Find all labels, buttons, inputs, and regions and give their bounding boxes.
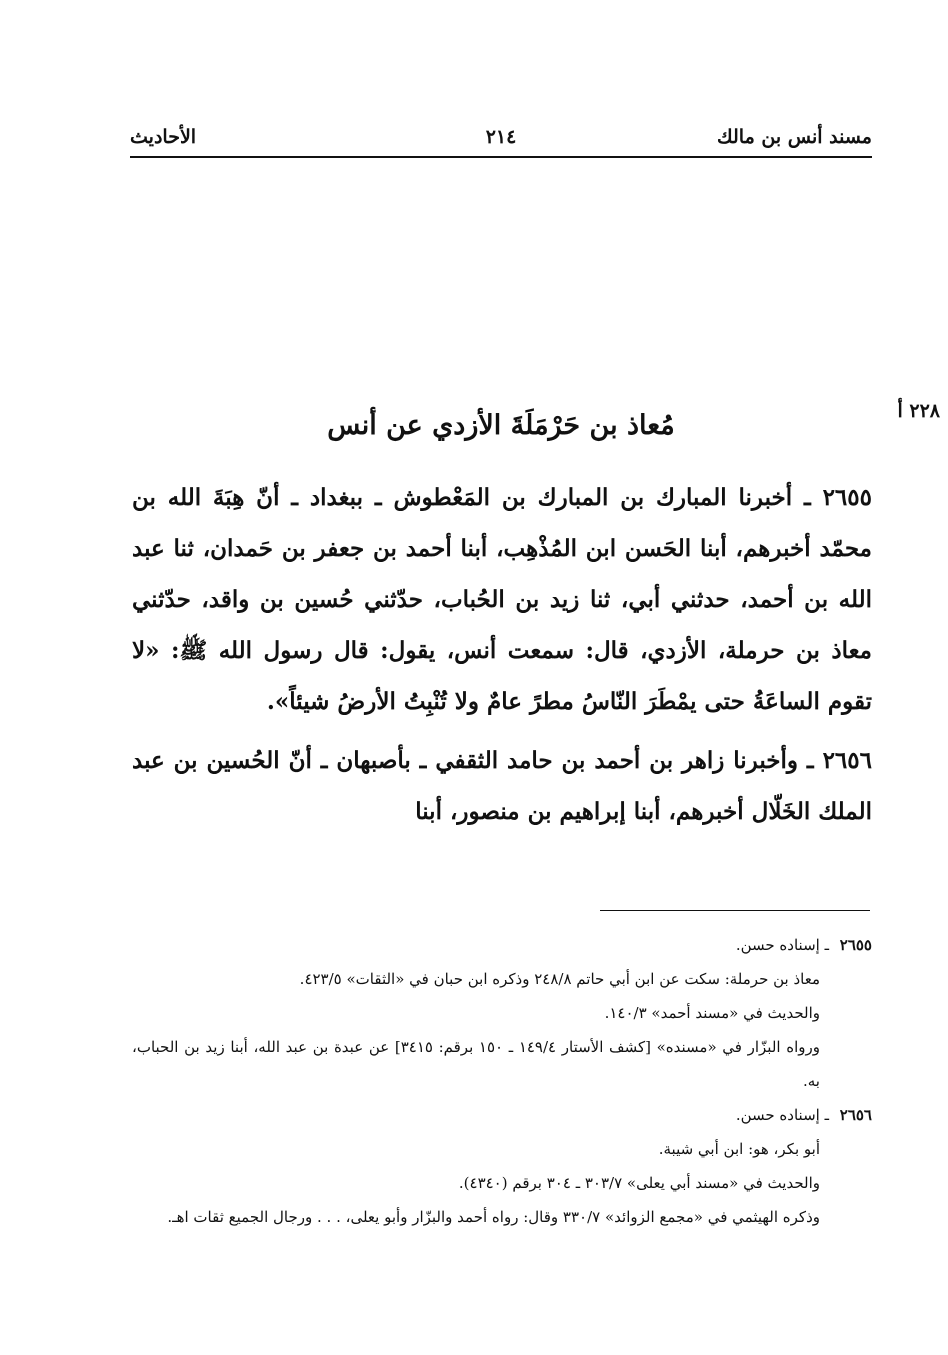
header-section-title: الأحاديث: [130, 126, 197, 148]
chapter-title: مُعاذ بن حَرْمَلَةَ الأزدي عن أنس: [327, 410, 675, 441]
page-number: ٢١٤: [485, 126, 517, 148]
footnote-line: معاذ بن حرملة: سكت عن ابن أبي حاتم ٢٤٨/٨ وذكره ابن حبان في «الثقات» ٤٢٣/٥.: [299, 970, 820, 988]
running-header: [130, 122, 872, 158]
hadith-number: ٢٦٥٦: [822, 747, 872, 774]
header-book-title: مسند أنس بن مالك: [717, 126, 872, 148]
footnote-number: ٢٦٥٥: [839, 936, 872, 954]
hadith-paragraph: [132, 735, 872, 837]
footnote-head: ـ إسناده حسن.: [735, 936, 829, 954]
footnote-line: والحديث في «مسند أحمد» ١٤٠/٣.: [604, 1004, 820, 1022]
footnote-number: ٢٦٥٦: [839, 1106, 872, 1124]
hadith-text: ـ أخبرنا المبارك بن المبارك بن المَعْطوش ـ ببغداد ـ أنّ هِبَةَ الله بن محمّد أخبرهم، أبنا الحَسن ابن المُذْهِب، أبنا أحمد بن جعفر بن حَمدان، ثنا عبد الله بن أحمد، حدثني أبي، ثنا زيد بن الحُباب، حدّثني حُسين بن واقد، حدّثني معاذ بن حرملة، الأزدي، قال: سمعت أنس، يقول: قال رسول الله ﷺ: «لا تقوم الساعَةُ حتى يمْطَرَ النّاسُ مطرً عامٌ ولا تُنْبِتُ الأرضُ شيئاً».: [132, 484, 872, 715]
footnote-line: ورواه البزّار في «مسنده» [كشف الأستار ١٤٩/٤ ـ ١٥٠ برقم: ٣٤١٥] عن عبدة بن عبد الله، أبنا زيد بن الحباب، به.: [132, 1038, 820, 1090]
main-text: [132, 472, 872, 845]
footnote-head: ـ إسناده حسن.: [735, 1106, 829, 1124]
hadith-text: ـ وأخبرنا زاهر بن أحمد بن حامد الثقفي ـ بأصبهان ـ أنّ الحُسين بن عبد الملك الخَلّال أخبرهم، أبنا إبراهيم بن منصور، أبنا: [132, 747, 872, 825]
footnote-line: والحديث في «مسند أبي يعلى» ٣٠٣/٧ ـ ٣٠٤ برقم (٤٣٤٠).: [458, 1174, 820, 1192]
manuscript-folio-note: ٢٢٨ أ: [897, 400, 940, 422]
footnote-line: وذكره الهيثمي في «مجمع الزوائد» ٣٣٠/٧ وقال: رواه أحمد والبزّار وأبو يعلى، . . . ورجال الجميع ثقات اهـ.: [167, 1208, 820, 1226]
footnote-line: أبو بكر، هو: ابن أبي شيبة.: [658, 1140, 820, 1158]
footnote-separator: [600, 910, 870, 911]
footnote: [132, 1098, 872, 1234]
footnote: [132, 928, 872, 1098]
footnotes: [132, 928, 872, 1234]
hadith-paragraph: [132, 472, 872, 727]
hadith-number: ٢٦٥٥: [822, 484, 872, 511]
